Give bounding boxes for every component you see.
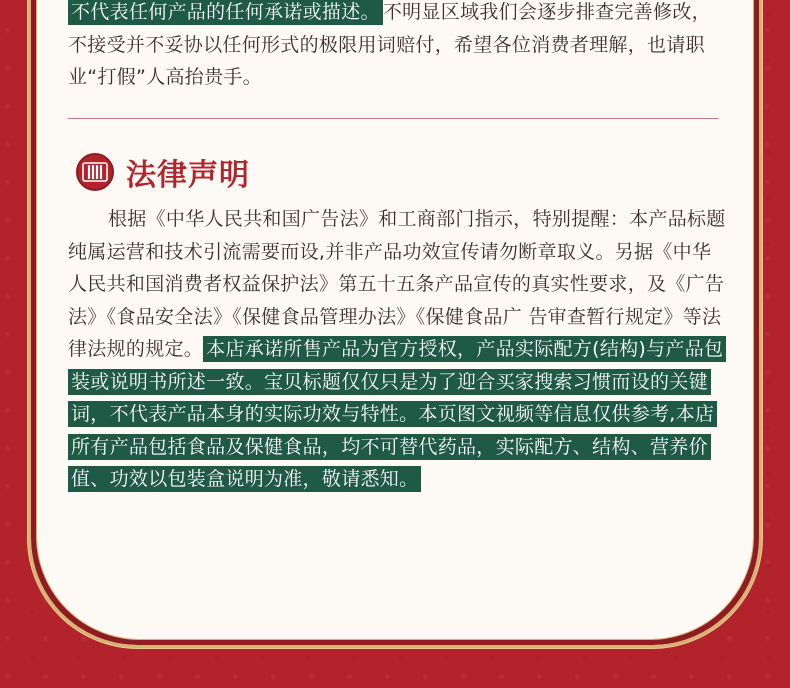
legal-text: 根据《中华人民共和国广告法》和工商部门指示，特别提醒：本产品标题纯属运营和技术引流需要而设,并非产品功效宣传请勿断章取义。另据《中华人民共和国消费者权益保护法》第五十五条产品宣传的真实性要求，及《广告法》《食品安全法》《保健食品管理办法》《保健食品广 告审查暂行规定》等法律法规的规定。 bbox=[68, 208, 726, 360]
legal-paragraph bbox=[68, 203, 728, 496]
legal-highlight: 本店承诺所售产品为官方授权，产品实际配方(结构)与产品包装或说明书所述一致。宝贝标题仅仅只是为了迎合买家搜索习惯而设的关键词，不代表产品本身的实际功效与特性。本页图文视频等信息仅供参考,本店所有产品包括食品及保健食品，均不可替代药品，实际配方、结构、营养价值、功效以包装盒说明为准，敬请悉知。 bbox=[68, 336, 726, 492]
section-header bbox=[76, 150, 250, 194]
disclaimer-highlight: 不代表任何产品的任何承诺或描述。 bbox=[68, 0, 383, 25]
section-divider bbox=[68, 118, 718, 119]
disclaimer-text: 不明显区域我们会逐步排查完善修改，不接受并不妥协以任何形式的极限用词赔付，希望各位消费者理解，也请职业“打假”人高抬贵手。 bbox=[68, 1, 711, 88]
book-icon bbox=[76, 153, 114, 191]
disclaimer-paragraph bbox=[68, 0, 728, 94]
section-title: 法律声明 bbox=[126, 158, 250, 193]
